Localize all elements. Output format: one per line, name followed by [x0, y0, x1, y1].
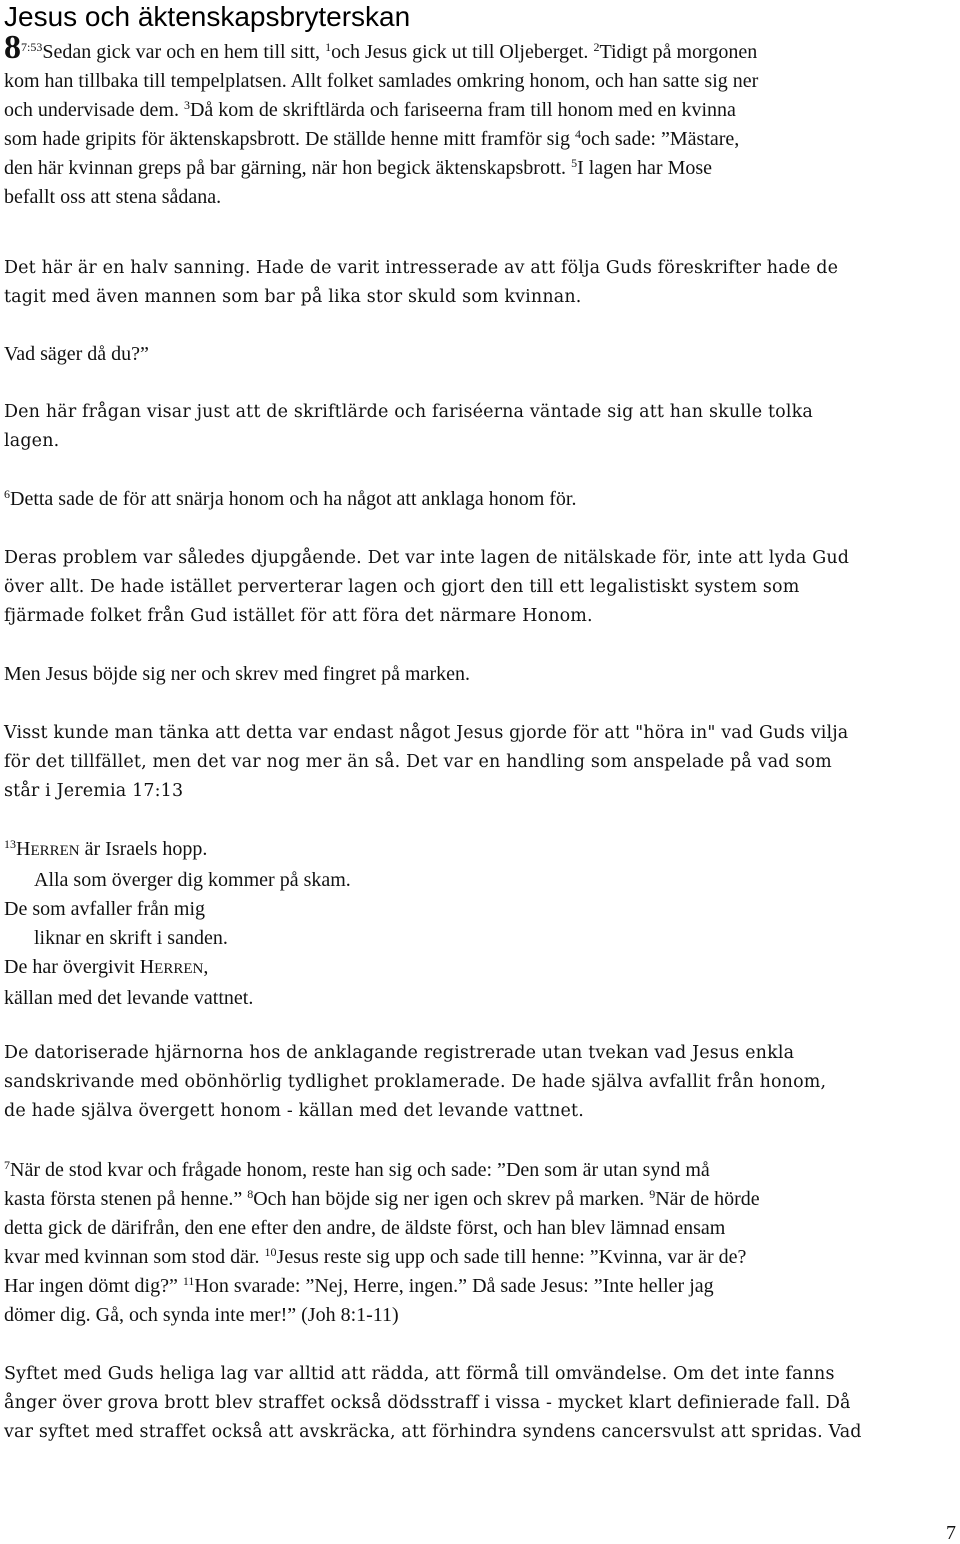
verse-text: den här kvinnan greps på bar gärning, när hon begick äktenskapsbrott.: [4, 157, 572, 179]
commentary-paragraph-3: [4, 544, 956, 631]
verse-number: 6: [4, 487, 10, 501]
verse-text: och undervisade dem.: [4, 99, 184, 121]
text-line: var syftet med straffet också att avskräcka, att förhindra syndens cancersvulst att spridas. Vad: [4, 1422, 862, 1442]
verse-text: När de stod kvar och frågade honom, reste han sig och sade: ”Den som är utan synd må: [10, 1159, 710, 1181]
verse-text: kasta första stenen på henne.”: [4, 1188, 248, 1210]
text-line: [4, 125, 956, 154]
scripture-quote-1: [4, 340, 956, 369]
verse-ref: 7:53: [21, 40, 43, 54]
verse-number: 13: [4, 837, 16, 851]
verse-number: 3: [183, 98, 190, 112]
text-line: [4, 29, 956, 67]
text-line: ånger över grova brott blev straffet också dödsstraff i vissa - mycket klart definierade fall. Då: [4, 1393, 851, 1413]
text-line: står i Jeremia 17:13: [4, 781, 184, 801]
commentary-paragraph-1: [4, 254, 956, 312]
text-line: källan med det levande vattnet.: [4, 987, 254, 1009]
text-line: [4, 1243, 956, 1272]
commentary-paragraph-2: [4, 398, 956, 456]
verse-text: Då kom de skriftlärda och fariseerna fram till honom med en kvinna: [189, 99, 736, 121]
text-line: över allt. De hade istället perverterar lagen och gjort den till ett legalistiskt system som: [4, 577, 800, 597]
verse-text: Detta sade de för att snärja honom och ha något att anklaga honom för.: [10, 488, 577, 510]
text-line: De datoriserade hjärnorna hos de anklagande registrerade utan tvekan vad Jesus enkla: [4, 1043, 795, 1063]
scripture-verse-6: [4, 485, 956, 514]
text-line: liknar en skrift i sanden.: [34, 927, 228, 949]
text-line: [4, 835, 956, 866]
verse-text: Hon svarade: ”Nej, Herre, ingen.” Då sade Jesus: ”Inte heller jag: [194, 1275, 714, 1297]
text-line: för det tillfället, men det var nog mer än så. Det var en handling som anspelade på vad som: [4, 752, 832, 772]
text-line: Syftet med Guds heliga lag var alltid att rädda, att förmå till omvändelse. Om det inte fanns: [4, 1364, 835, 1384]
verse-number: 10: [264, 1245, 277, 1259]
verse-text: Har ingen dömt dig?”: [4, 1275, 183, 1297]
text-line: Deras problem var således djupgående. Det var inte lagen de nitälskade för, inte att lyda Gud: [4, 548, 850, 568]
verse-text: ,: [203, 956, 209, 978]
verse-number: 5: [571, 156, 578, 170]
verse-text: kvar med kvinnan som stod där.: [4, 1246, 265, 1268]
verse-number: 9: [649, 1187, 656, 1201]
page-title: Jesus och äktenskapsbryterskan: [4, 1, 411, 32]
verse-text: När de hörde: [655, 1188, 760, 1210]
verse-number: 11: [182, 1274, 195, 1288]
text-line: detta gick de därifrån, den ene efter den andre, de äldste först, och han blev lämnad ensam: [4, 1217, 726, 1239]
verse-text: De har övergivit H: [4, 956, 155, 978]
small-caps-text: ERREN: [30, 843, 80, 859]
text-line: de hade själva övergett honom - källan med det levande vattnet.: [4, 1101, 584, 1121]
small-caps-text: ERREN: [154, 961, 204, 977]
commentary-paragraph-4: [4, 719, 956, 806]
verse-text: H: [16, 838, 31, 860]
text-line: De som avfaller från mig: [4, 898, 206, 920]
verse-text: Sedan gick var och en hem till sitt,: [42, 41, 326, 63]
text-line: Det här är en halv sanning. Hade de varit intresserade av att följa Guds föreskrifter hade de: [4, 258, 839, 278]
text-line: tagit med även mannen som bar på lika stor skuld som kvinnan.: [4, 287, 582, 307]
text-line: [4, 953, 956, 984]
verse-number: 4: [574, 127, 581, 141]
verse-text: Och han böjde sig ner igen och skrev på marken.: [253, 1188, 650, 1210]
text-line: [4, 154, 956, 183]
verse-text: I lagen har Mose: [577, 157, 713, 179]
text-line: lagen.: [4, 431, 60, 451]
text-line: Den här frågan visar just att de skriftlärde och fariséerna väntade sig att han skulle tolka: [4, 402, 813, 422]
text-line: kom han tillbaka till tempelplatsen. Allt folket samlades omkring honom, och han satte sig ner: [4, 70, 759, 92]
page-number: 7: [946, 1522, 956, 1544]
text-line: dömer dig. Gå, och synda inte mer!” (Joh 8:1-11): [4, 1304, 399, 1326]
text-line: [4, 96, 956, 125]
verse-number: 7: [4, 1158, 10, 1172]
text-line: Vad säger då du?”: [4, 343, 149, 365]
text-line: [4, 1185, 956, 1214]
jeremiah-quote: [4, 835, 956, 1013]
verse-text: Tidigt på morgonen: [599, 41, 758, 63]
verse-number: 2: [593, 40, 600, 54]
text-line: fjärmade folket från Gud istället för att föra det närmare Honom.: [4, 606, 593, 626]
text-line: [4, 485, 956, 514]
scripture-passage-1: [4, 29, 956, 212]
verse-text: som hade gripits för äktenskapsbrott. De ställde henne mitt framför sig: [4, 128, 575, 150]
verse-text: och Jesus gick ut till Oljeberget.: [331, 41, 594, 63]
text-line: Alla som överger dig kommer på skam.: [34, 869, 351, 891]
scripture-passage-2: [4, 1156, 956, 1330]
verse-number: 8: [247, 1187, 254, 1201]
verse-text: är Israels hopp.: [79, 838, 208, 860]
text-line: Visst kunde man tänka att detta var endast något Jesus gjorde för att "höra in" vad Guds vilja: [4, 723, 849, 743]
text-line: [4, 1272, 956, 1301]
text-line: sandskrivande med obönhörlig tydlighet proklamerade. De hade själva avfallit från honom,: [4, 1072, 827, 1092]
verse-number: 1: [325, 40, 332, 54]
text-line: [4, 1156, 956, 1185]
commentary-paragraph-5: [4, 1039, 956, 1126]
verse-text: Jesus reste sig upp och sade till henne: ”Kvinna, var är de?: [276, 1246, 747, 1268]
text-line: Men Jesus böjde sig ner och skrev med fingret på marken.: [4, 663, 470, 685]
chapter-number: 8: [4, 29, 21, 66]
verse-text: och sade: ”Mästare,: [580, 128, 740, 150]
commentary-paragraph-6: [4, 1360, 956, 1447]
scripture-quote-2: [4, 660, 956, 689]
text-line: befallt oss att stena sådana.: [4, 186, 222, 208]
